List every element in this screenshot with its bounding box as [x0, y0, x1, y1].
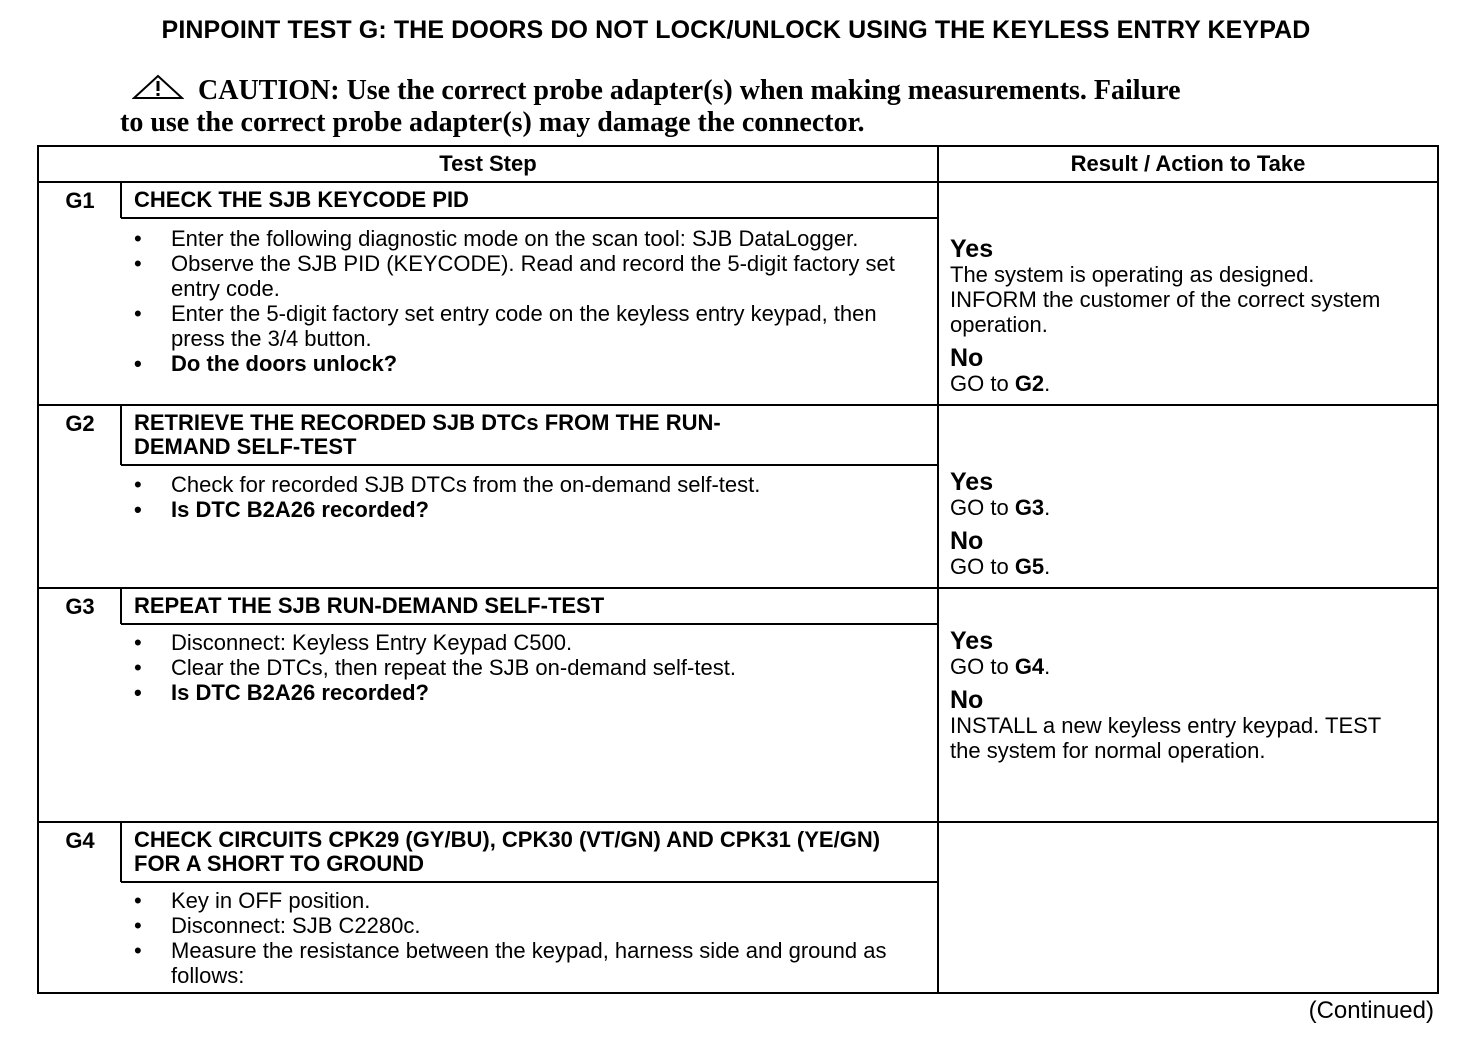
yes-action: The system is operating as designed. INFORM the customer of the correct system operation. [950, 262, 1381, 337]
step-actions [130, 888, 920, 988]
action-item: • Enter the 5-digit factory set entry code on the keyless entry keypad, then press the 3/4 button. [130, 301, 920, 351]
no-action-text: GO to [950, 554, 1009, 579]
yes-target: G4 [1014, 654, 1045, 679]
no-action-text: GO to [950, 371, 1009, 396]
no-action [950, 371, 1430, 396]
action-item: • Observe the SJB PID (KEYCODE). Read and record the 5-digit factory set entry code. [130, 251, 920, 301]
caution-label: CAUTION: [198, 75, 340, 106]
action-item: • Disconnect: SJB C2280c. [130, 913, 920, 938]
yes-suffix: . [1044, 495, 1051, 520]
step-title: RETRIEVE THE RECORDED SJB DTCs FROM THE RUN-DEMAND SELF-TEST [134, 410, 721, 459]
step-id: G2 [65, 411, 95, 436]
step-result [950, 469, 1430, 579]
action-item: • Key in OFF position. [130, 888, 920, 913]
no-label: No [950, 686, 984, 714]
no-target: G2 [1014, 371, 1045, 396]
step-result [950, 236, 1430, 396]
caution-text-line1: Use the correct probe adapter(s) when making measurements. Failure [346, 75, 1181, 106]
step-id: G3 [65, 594, 95, 619]
action-question: • Is DTC B2A26 recorded? [130, 497, 920, 522]
header-test-step: Test Step [439, 151, 537, 176]
step-actions [130, 472, 920, 522]
action-question: • Is DTC B2A26 recorded? [130, 680, 920, 705]
yes-action-text: GO to [950, 495, 1009, 520]
yes-action [950, 495, 1430, 520]
no-target: G5 [1014, 554, 1045, 579]
continued-note: (Continued) [1308, 997, 1434, 1024]
step-actions [130, 630, 920, 705]
no-action [950, 554, 1430, 579]
yes-label: Yes [950, 235, 994, 263]
step-id: G4 [65, 828, 95, 853]
step-id: G1 [65, 188, 95, 213]
step-title: CHECK THE SJB KEYCODE PID [134, 187, 469, 212]
no-label: No [950, 344, 984, 372]
action-item: • Enter the following diagnostic mode on the scan tool: SJB DataLogger. [130, 226, 920, 251]
no-suffix: . [1044, 554, 1051, 579]
no-label: No [950, 527, 984, 555]
step-title: CHECK CIRCUITS CPK29 (GY/BU), CPK30 (VT/GN) AND CPK31 (YE/GN) FOR A SHORT TO GROUND [134, 827, 881, 876]
action-item: • Clear the DTCs, then repeat the SJB on-demand self-test. [130, 655, 920, 680]
no-action: INSTALL a new keyless entry keypad. TEST the system for normal operation. [950, 713, 1381, 763]
yes-suffix: . [1044, 654, 1051, 679]
header-result: Result / Action to Take [1070, 151, 1306, 176]
action-item: • Check for recorded SJB DTCs from the on-demand self-test. [130, 472, 920, 497]
yes-action [950, 654, 1430, 679]
caution-text-line2: to use the correct probe adapter(s) may damage the connector. [120, 107, 865, 138]
page-title: PINPOINT TEST G: THE DOORS DO NOT LOCK/UNLOCK USING THE KEYLESS ENTRY KEYPAD [161, 16, 1311, 44]
step-result [950, 628, 1430, 763]
action-question: • Do the doors unlock? [130, 351, 920, 376]
yes-label: Yes [950, 468, 994, 496]
yes-action-text: GO to [950, 654, 1009, 679]
yes-label: Yes [950, 627, 994, 655]
step-actions [130, 226, 920, 376]
no-suffix: . [1044, 371, 1051, 396]
yes-target: G3 [1014, 495, 1045, 520]
action-item: • Measure the resistance between the keypad, harness side and ground as follows: [130, 938, 920, 988]
step-title: REPEAT THE SJB RUN-DEMAND SELF-TEST [134, 593, 605, 618]
action-item: • Disconnect: Keyless Entry Keypad C500. [130, 630, 920, 655]
